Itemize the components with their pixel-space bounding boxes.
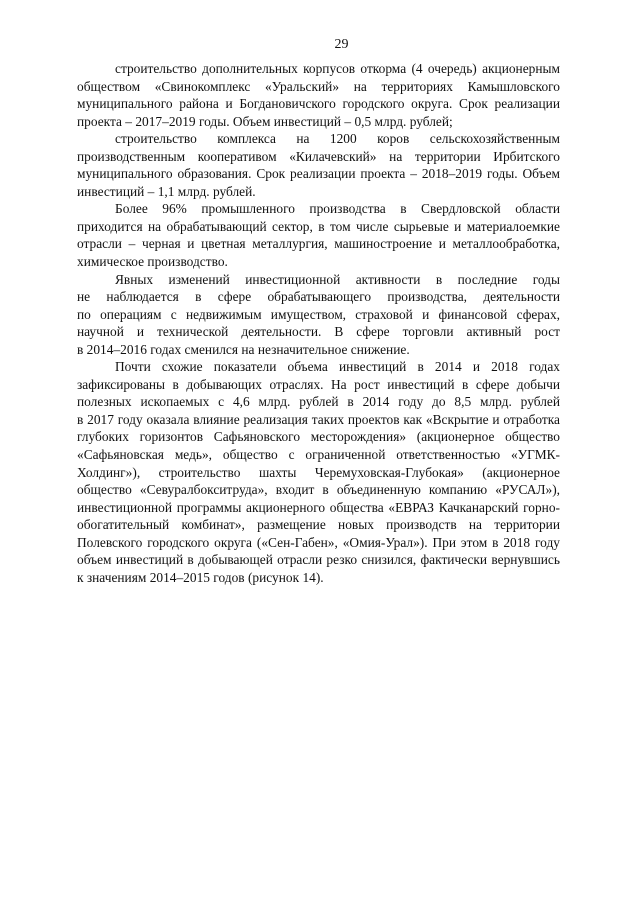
text-line: Более 96% промышленного производства в Свердловской области <box>115 201 560 217</box>
text-line: зафиксированы в добывающих отраслях. На рост инвестиций в сфере добычи <box>77 376 560 392</box>
text-line: Почти схожие показатели объема инвестиций в 2014 и 2018 годах <box>115 359 560 375</box>
text-line: глубоких горизонтов Сафьяновского месторождения» (акционерное общество <box>77 429 560 445</box>
paragraph <box>77 358 560 586</box>
text-line: производственным кооперативом «Килачевский» на территории Ирбитского <box>77 148 560 164</box>
text-line: муниципального района и Богдановичского городского округа. Срок реализации <box>77 96 560 112</box>
text-line: приходится на обрабатывающий сектор, в том числе сырьевые и материалоемкие <box>77 218 560 234</box>
text-line: отрасли – черная и цветная металлургия, машиностроение и металлообработка, <box>77 236 560 252</box>
text-line: в 2017 году оказала влияние реализация таких проектов как «Вскрытие и отработка <box>77 411 560 427</box>
text-line: Явных изменений инвестиционной активности в последние годы <box>115 271 560 287</box>
text-line: научной и технической деятельности. В сфере торговли активный рост <box>77 324 560 340</box>
text-line: не наблюдается в сфере обрабатывающего производства, деятельности <box>77 289 560 305</box>
page-number: 29 <box>334 37 349 52</box>
paragraph <box>77 200 560 270</box>
text-line: по операциям с недвижимым имуществом, страховой и финансовой сферах, <box>77 306 560 322</box>
paragraph <box>77 271 560 359</box>
text-line: строительство дополнительных корпусов откорма (4 очередь) акционерным <box>115 61 560 76</box>
text-line: обогатительный комбинат», размещение новых производств на территории <box>77 517 560 533</box>
text-line: муниципального образования. Срок реализации проекта – 2018–2019 годы. Объем <box>77 166 560 182</box>
text-line: Полевского городского округа («Сен-Габен», «Омия-Урал»). При этом в 2018 году <box>77 534 560 550</box>
paragraph <box>77 60 560 130</box>
text-line: химическое производство. <box>77 254 228 270</box>
text-line: объем инвестиций в добывающей отрасли резко снизился, фактически вернувшись <box>77 552 560 568</box>
text-line: инвестиций – 1,1 млрд. рублей. <box>77 183 256 199</box>
text-line: общество «Севуралбокситруда», входит в объединенную компанию «РУСАЛ»), <box>77 482 560 498</box>
text-line: полезных ископаемых с 4,6 млрд. рублей в 2014 году до 8,5 млрд. рублей <box>77 394 560 410</box>
text-line: в 2014–2016 годах сменился на незначительное снижение. <box>77 341 410 357</box>
text-line: к значениям 2014–2015 годов (рисунок 14). <box>77 569 324 585</box>
text-line: инвестиционной программы акционерного общества «ЕВРАЗ Качканарский горно- <box>77 499 560 515</box>
body-text <box>77 60 560 586</box>
paragraph <box>77 130 560 200</box>
text-line: проекта – 2017–2019 годы. Объем инвестиций – 0,5 млрд. рублей; <box>77 113 453 129</box>
text-line: «Сафьяновская медь», общество с ограниченной ответственностью «УГМК- <box>77 447 560 463</box>
text-line: обществом «Свинокомплекс «Уральский» на территориях Камышловского <box>77 78 560 94</box>
text-line: строительство комплекса на 1200 коров сельскохозяйственным <box>115 131 560 147</box>
text-line: Холдинг»), строительство шахты Черемуховская-Глубокая» (акционерное <box>77 464 560 480</box>
